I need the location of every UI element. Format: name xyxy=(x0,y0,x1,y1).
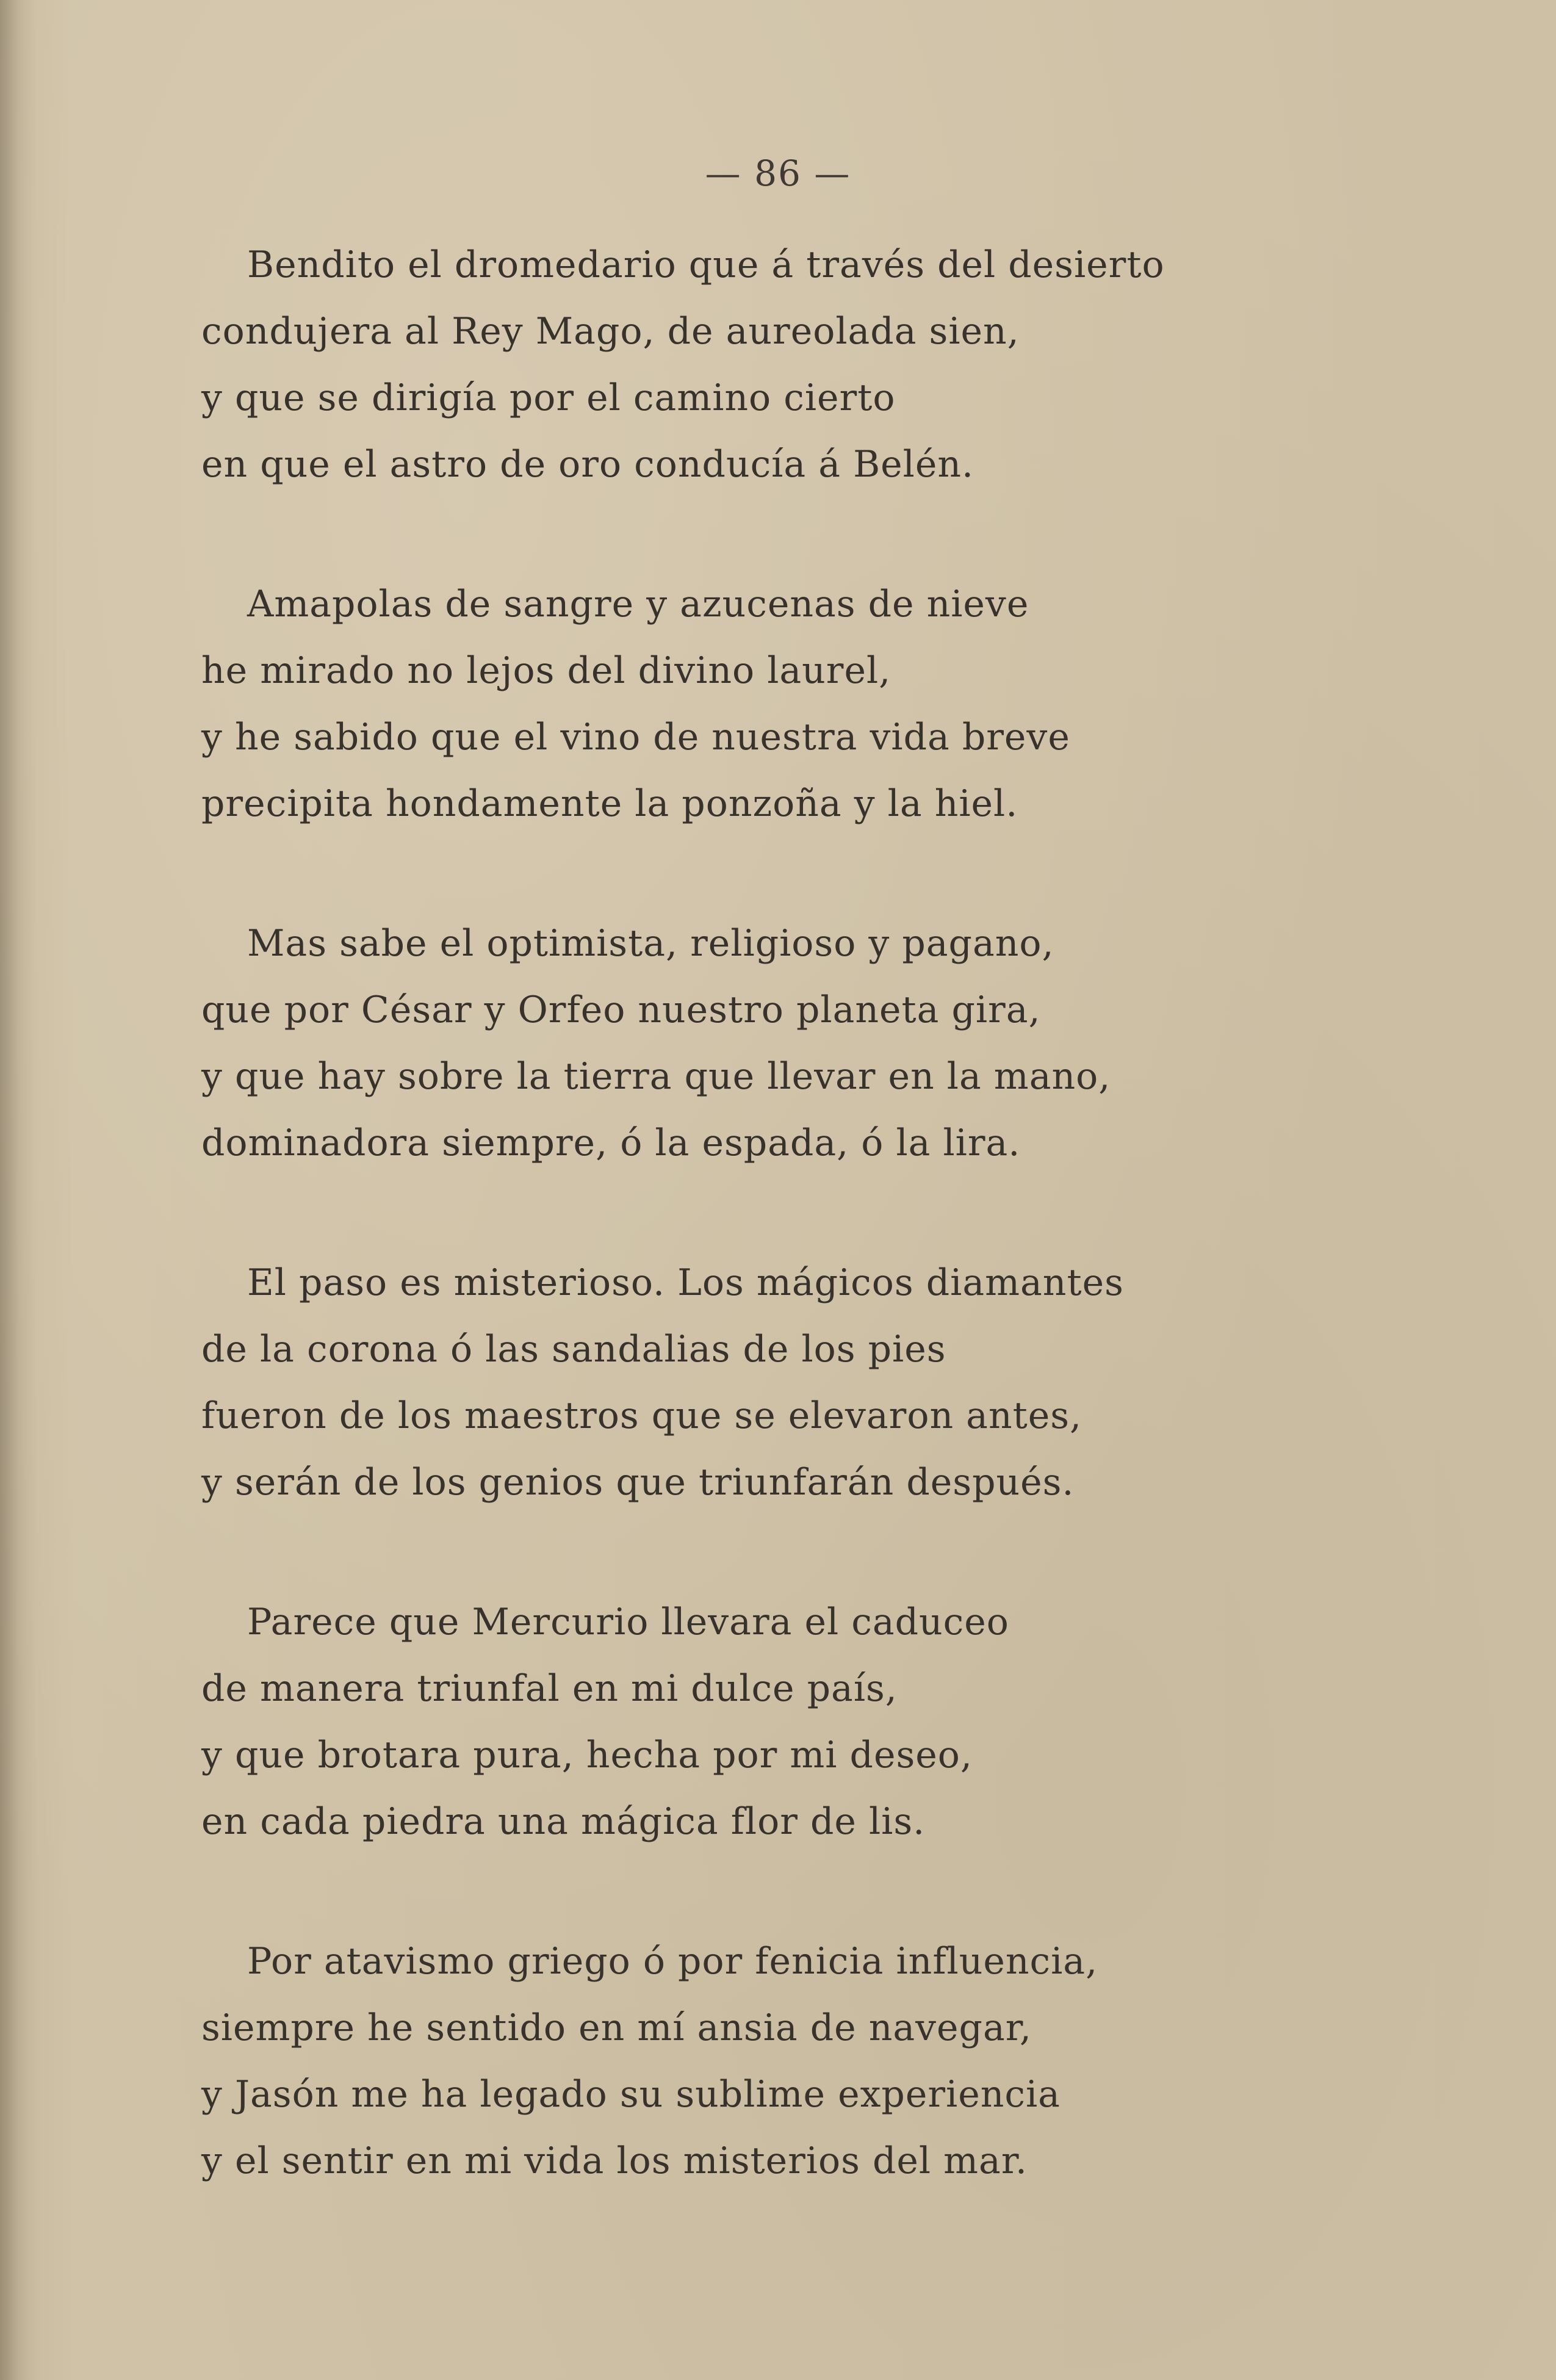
verse-line: precipita hondamente la ponzoña y la hiel. xyxy=(201,782,1018,825)
poem-body xyxy=(201,232,1330,2268)
stanza-6 xyxy=(201,1928,1330,2194)
verse-line: Parece que Mercurio llevara el caduceo xyxy=(247,1601,1009,1643)
verse-line: he mirado no lejos del divino laurel, xyxy=(201,649,891,692)
stanza-2 xyxy=(201,571,1330,837)
verse-line: Por atavismo griego ó por fenicia influencia, xyxy=(247,1940,1098,1983)
verse-line: y Jasón me ha legado su sublime experiencia xyxy=(201,2073,1061,2116)
verse-line: y serán de los genios que triunfarán después. xyxy=(201,1461,1075,1504)
verse-line: y que brotara pura, hecha por mi deseo, xyxy=(201,1734,973,1776)
verse-line: Amapolas de sangre y azucenas de nieve xyxy=(247,583,1029,626)
verse-line: dominadora siempre, ó la espada, ó la lira. xyxy=(201,1122,1021,1164)
verse-line: en cada piedra una mágica flor de lis. xyxy=(201,1800,926,1843)
stanza-5 xyxy=(201,1589,1330,1855)
verse-line: y que hay sobre la tierra que llevar en la mano, xyxy=(201,1055,1111,1098)
verse-line: El paso es misterioso. Los mágicos diamantes xyxy=(247,1261,1124,1304)
stanza-4 xyxy=(201,1250,1330,1516)
verse-line: de la corona ó las sandalias de los pies xyxy=(201,1328,946,1371)
verse-line: y el sentir en mi vida los misterios del mar. xyxy=(201,2140,1028,2182)
verse-line: que por César y Orfeo nuestro planeta gira, xyxy=(201,989,1041,1031)
verse-line: Mas sabe el optimista, religioso y pagano, xyxy=(247,922,1054,965)
verse-line: y he sabido que el vino de nuestra vida breve xyxy=(201,716,1070,759)
verse-line: condujera al Rey Mago, de aureolada sien, xyxy=(201,310,1020,353)
stanza-3 xyxy=(201,911,1330,1177)
verse-line: de manera triunfal en mi dulce país, xyxy=(201,1667,898,1710)
verse-line: fueron de los maestros que se elevaron antes, xyxy=(201,1394,1082,1437)
verse-line: y que se dirigía por el camino cierto xyxy=(201,377,896,419)
verse-line: Bendito el dromedario que á través del desierto xyxy=(247,243,1165,286)
stanza-1 xyxy=(201,232,1330,498)
page-number: — 86 — xyxy=(705,153,851,194)
page-binding-shadow xyxy=(0,0,37,2380)
verse-line: siempre he sentido en mí ansia de navegar, xyxy=(201,2007,1032,2049)
verse-line: en que el astro de oro conducía á Belén. xyxy=(201,443,974,486)
